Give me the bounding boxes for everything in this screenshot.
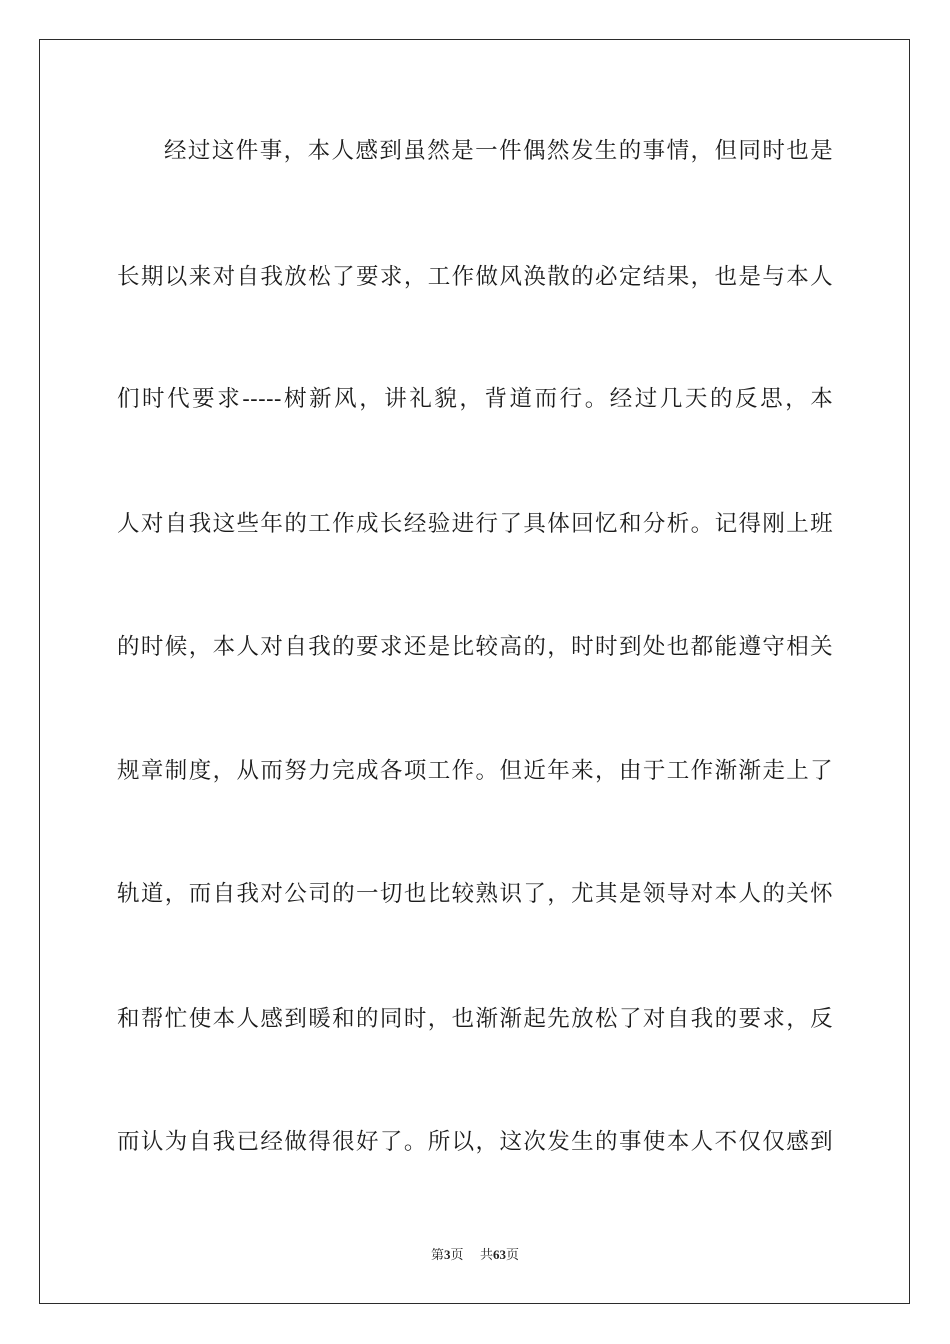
paragraph-line-6: 规章制度，从而努力完成各项工作。但近年来，由于工作渐渐走上了 — [117, 758, 833, 784]
paragraph-line-3: 们时代要求-----树新风，讲礼貌，背道而行。经过几天的反思，本 — [117, 386, 833, 412]
total-suffix: 页 — [506, 1248, 520, 1263]
page-number: 3 — [443, 1247, 451, 1262]
page-prefix: 第 — [430, 1248, 444, 1263]
paragraph-line-2: 长期以来对自我放松了要求，工作做风涣散的必定结果，也是与本人 — [117, 264, 833, 290]
paragraph-line-8: 和帮忙使本人感到暖和的同时，也渐渐起先放松了对自我的要求，反 — [117, 1006, 833, 1032]
page-border — [39, 39, 910, 1304]
page-suffix: 页 — [450, 1248, 464, 1263]
total-pages: 63 — [493, 1247, 507, 1262]
paragraph-line-1: 经过这件事，本人感到虽然是一件偶然发生的事情，但同时也是 — [164, 138, 833, 164]
total-prefix: 共 — [480, 1248, 494, 1263]
page-footer — [0, 1246, 950, 1265]
paragraph-line-5: 的时候，本人对自我的要求还是比较高的，时时到处也都能遵守相关 — [117, 634, 833, 660]
paragraph-line-7: 轨道，而自我对公司的一切也比较熟识了，尤其是领导对本人的关怀 — [117, 881, 833, 907]
paragraph-line-9: 而认为自我已经做得很好了。所以，这次发生的事使本人不仅仅感到 — [117, 1129, 833, 1155]
paragraph-line-4: 人对自我这些年的工作成长经验进行了具体回忆和分析。记得刚上班 — [117, 511, 833, 537]
